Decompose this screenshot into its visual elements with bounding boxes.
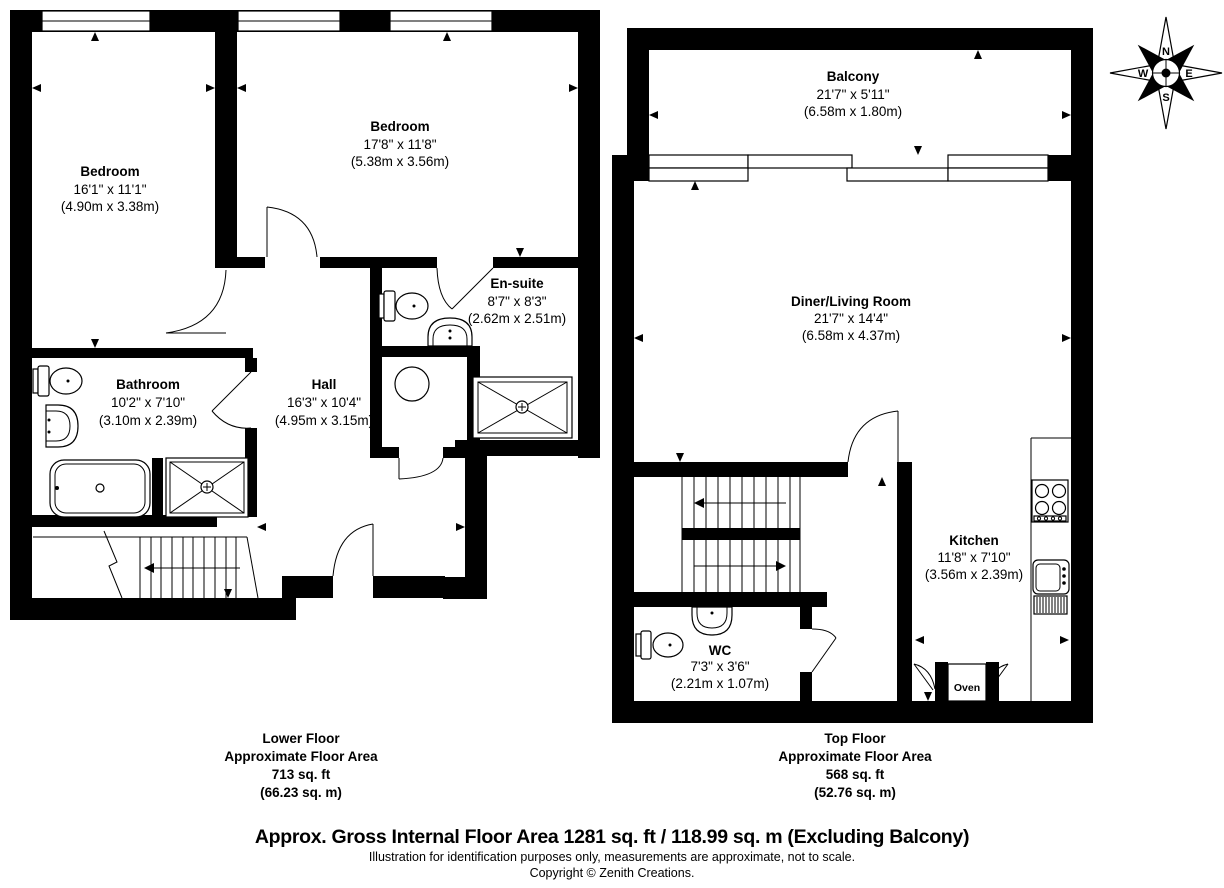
toilet-icon (636, 631, 683, 659)
sink-icon (428, 318, 472, 346)
toilet-icon (33, 366, 82, 396)
caption-title: Lower Floor (262, 731, 340, 746)
disclaimer-text: Illustration for identification purposes only, measurements are approximate, not to scale. (368, 850, 856, 864)
door-wc (812, 629, 836, 672)
room-name: Balcony (826, 69, 880, 84)
caption-area-ft: 713 sq. ft (271, 767, 331, 782)
room-label-hall (275, 377, 373, 428)
lower-stairs (33, 531, 258, 598)
compass-north-label: N (1162, 46, 1170, 58)
balcony-sliding-doors (649, 155, 1048, 181)
top-floor-plan (612, 28, 1093, 723)
kitchen-sink-icon (1033, 560, 1069, 614)
window (390, 11, 492, 31)
stairs-break-line (104, 531, 122, 598)
copyright-text: Copyright © Zenith Creations. (529, 866, 695, 880)
room-dims-imperial: 10'2" x 7'10" (110, 395, 186, 410)
room-dims-metric: (5.38m x 3.56m) (350, 154, 450, 169)
door-living-to-stairs (848, 411, 898, 462)
oven-label: Oven (953, 682, 981, 694)
lower-windows (42, 11, 492, 31)
room-dims-metric: (3.56m x 2.39m) (924, 567, 1024, 582)
door-kitchen-left (914, 664, 935, 690)
caption-subtitle: Approximate Floor Area (224, 749, 378, 764)
room-dims-metric: (3.10m x 2.39m) (98, 413, 198, 428)
room-label-ensuite (468, 276, 566, 326)
lower-floor-plan (10, 10, 600, 620)
caption-subtitle: Approximate Floor Area (778, 749, 932, 764)
room-dims-imperial: 21'7" x 14'4" (813, 311, 889, 326)
stairs-up-arrow (694, 498, 786, 508)
room-dims-imperial: 17'8" x 11'8" (363, 137, 437, 152)
room-label-bedroom-2 (351, 119, 449, 169)
caption-area-m: (66.23 sq. m) (260, 785, 342, 800)
room-dims-metric: (6.58m x 4.37m) (801, 328, 901, 343)
compass-rose (1109, 16, 1222, 129)
caption-area-m: (52.76 sq. m) (814, 785, 896, 800)
gross-area-text: Approx. Gross Internal Floor Area 1281 sq. ft / 118.99 sq. m (Excluding Balcony) (254, 826, 970, 848)
toilet-icon (379, 291, 428, 321)
bathtub-icon (50, 460, 150, 517)
room-name: En-suite (490, 276, 544, 291)
shower-tray-icon (473, 377, 572, 438)
sink-icon (692, 607, 732, 635)
door-bedroom-2 (267, 207, 317, 257)
room-name: WC (708, 643, 732, 658)
room-dims-metric: (2.62m x 2.51m) (467, 311, 567, 326)
room-dims-metric: (4.90m x 3.38m) (60, 199, 160, 214)
room-label-wc (671, 643, 769, 691)
shower-tray-icon (166, 458, 248, 517)
hob-icon (1032, 480, 1068, 522)
door-entry (333, 524, 373, 576)
room-label-bedroom-1 (61, 164, 159, 214)
room-name: Bathroom (116, 377, 180, 392)
caption-title: Top Floor (824, 731, 886, 746)
room-name: Bedroom (80, 164, 140, 179)
window (42, 11, 150, 31)
door-ensuite (437, 268, 493, 309)
room-dims-imperial: 11'8" x 7'10" (937, 550, 1011, 565)
room-label-balcony (804, 69, 902, 119)
room-dims-metric: (4.95m x 3.15m) (274, 413, 374, 428)
door-cupboard (399, 458, 443, 479)
room-label-bathroom (99, 377, 197, 428)
room-dims-metric: (6.58m x 1.80m) (803, 104, 903, 119)
compass-east-label: E (1185, 68, 1193, 80)
room-name: Kitchen (949, 533, 999, 548)
sink-icon (46, 405, 78, 447)
footer (255, 826, 969, 880)
top-floor-caption (778, 731, 932, 800)
top-walls (612, 28, 1093, 723)
stairs-down-arrow (694, 561, 786, 571)
room-dims-imperial: 8'7" x 8'3" (487, 294, 547, 309)
window (238, 11, 340, 31)
lower-floor-caption (224, 731, 378, 800)
room-dims-metric: (2.21m x 1.07m) (670, 676, 770, 691)
room-label-kitchen (925, 533, 1023, 582)
room-dims-imperial: 16'3" x 10'4" (286, 395, 362, 410)
room-label-living (791, 294, 911, 343)
room-name: Hall (311, 377, 337, 392)
cupboard-tank-icon (395, 367, 429, 401)
caption-area-ft: 568 sq. ft (825, 767, 885, 782)
compass-west-label: W (1137, 68, 1149, 80)
room-dims-imperial: 7'3" x 3'6" (690, 659, 750, 674)
room-dims-imperial: 16'1" x 11'1" (73, 182, 147, 197)
room-name: Bedroom (370, 119, 430, 134)
oven-icon (948, 664, 986, 701)
room-name: Diner/Living Room (790, 294, 912, 309)
room-dims-imperial: 21'7" x 5'11" (816, 87, 890, 102)
door-bedroom-1 (166, 270, 226, 333)
compass-south-label: S (1162, 92, 1170, 104)
door-bathroom (212, 372, 251, 428)
